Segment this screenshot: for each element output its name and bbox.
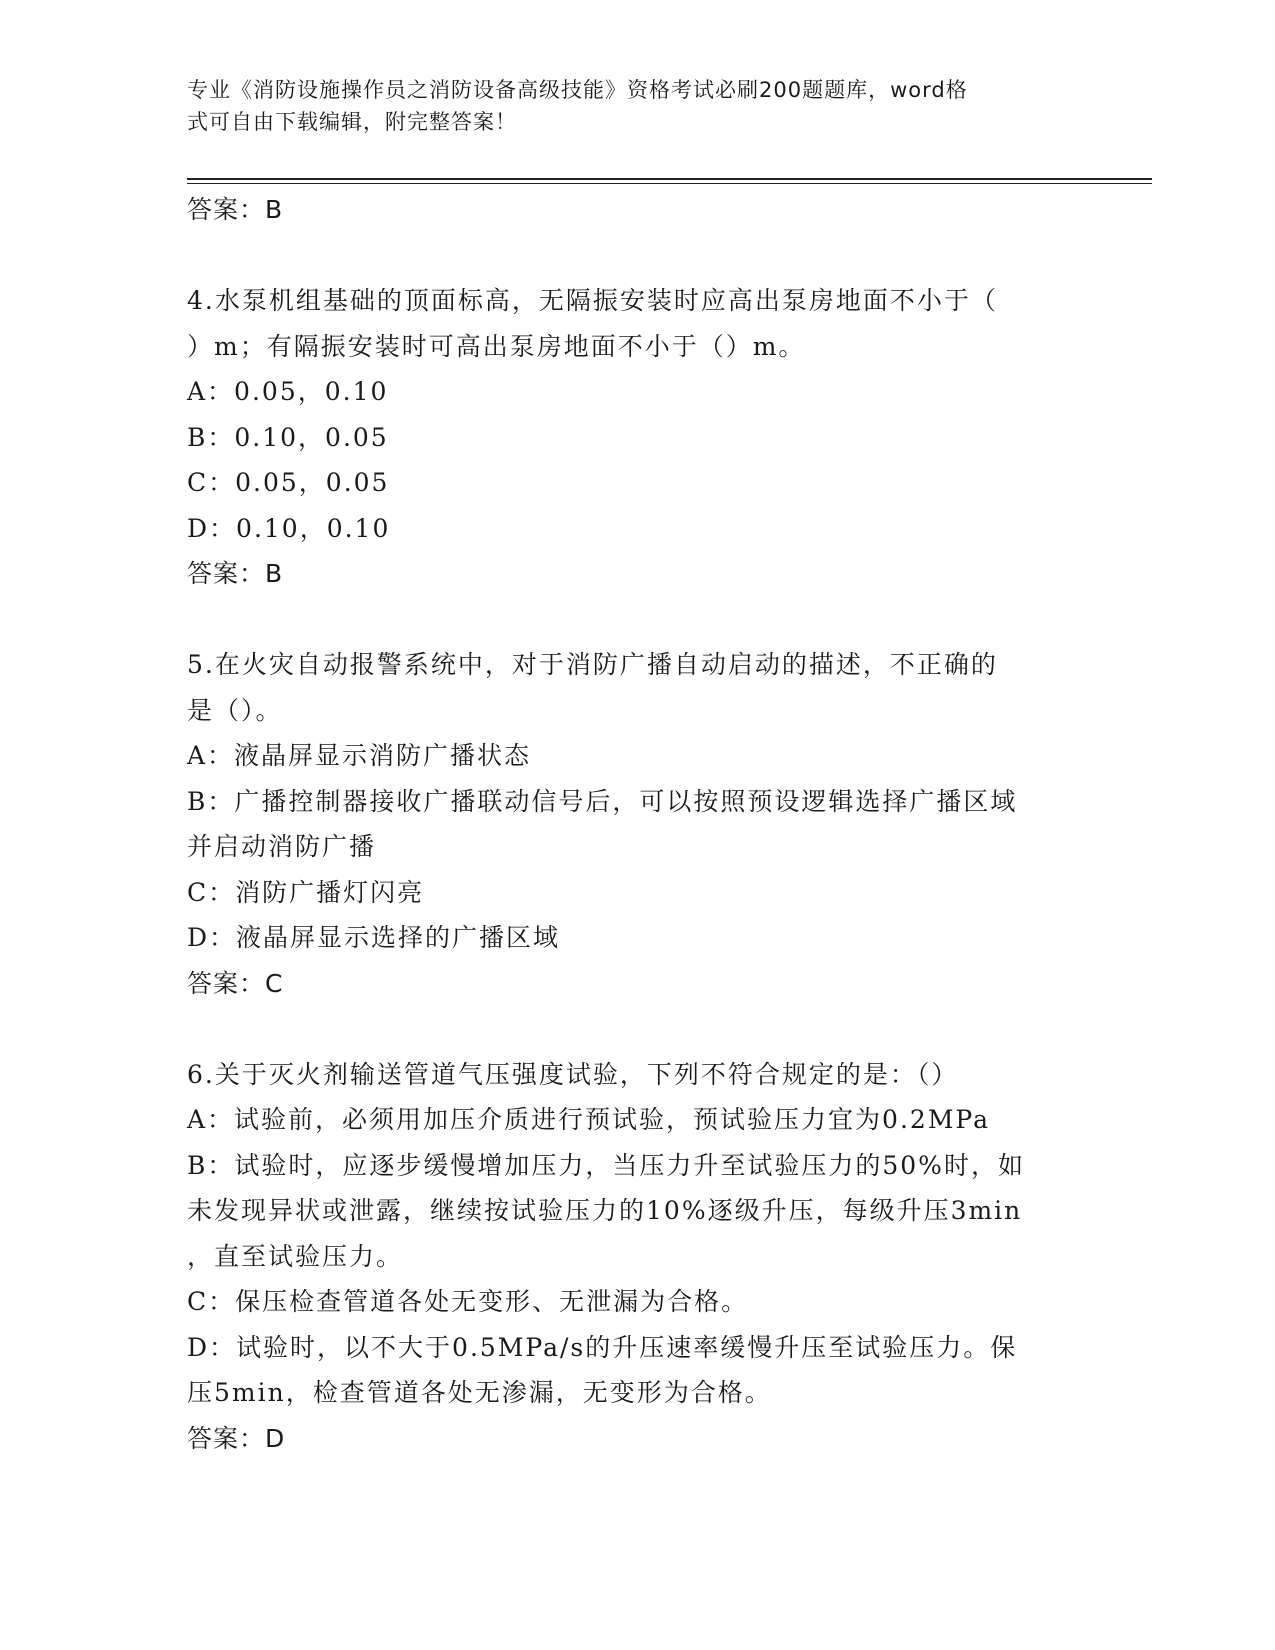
header-line: 专业《消防设施操作员之消防设备高级技能》资格考试必刷200题题库，word格 <box>187 78 968 102</box>
option-a: A：液晶屏显示消防广播状态 <box>187 741 532 770</box>
header-line: 式可自由下载编辑，附完整答案！ <box>187 110 517 134</box>
option-c: C：0.05，0.05 <box>187 468 390 497</box>
option-b: B：试验时，应逐步缓慢增加压力，当压力升至试验压力的50%时，如 <box>187 1150 1025 1180</box>
question-4 <box>187 278 1087 597</box>
option-d: D：试验时，以不大于0.5MPa/s的升压速率缓慢升压至试验压力。保 <box>187 1332 1018 1362</box>
header-divider-thin <box>187 183 1152 184</box>
answer: 答案：C <box>187 968 284 998</box>
spacer <box>187 1006 1087 1052</box>
document-header <box>187 74 1067 138</box>
option-d: D：液晶屏显示选择的广播区域 <box>187 923 561 952</box>
option-b: B：0.10，0.05 <box>187 422 389 452</box>
document-body <box>187 187 1087 1461</box>
option-c: C：消防广播灯闪亮 <box>187 877 425 907</box>
question-stem: ）m；有隔振安装时可高出泵房地面不小于（）m。 <box>187 331 806 361</box>
question-stem: 4.水泵机组基础的顶面标高，无隔振安装时应高出泵房地面不小于（ <box>187 286 998 315</box>
question-stem: 6.关于灭火剂输送管道气压强度试验，下列不符合规定的是：（） <box>187 1059 959 1089</box>
option-b: B：广播控制器接收广播联动信号后，可以按照预设逻辑选择广播区域 <box>187 786 1018 816</box>
option-b-continued: 未发现异状或泄露，继续按试验压力的10%逐级升压，每级升压3min <box>187 1196 1023 1225</box>
option-c: C：保压检查管道各处无变形、无泄漏为合格。 <box>187 1287 749 1316</box>
option-d-continued: 压5min，检查管道各处无渗漏，无变形为合格。 <box>187 1378 772 1407</box>
answer: 答案：B <box>187 559 284 588</box>
option-a: A：试验前，必须用加压介质进行预试验，预试验压力宜为0.2MPa <box>187 1105 991 1134</box>
question-stem: 5.在火灾自动报警系统中，对于消防广播自动启动的描述，不正确的 <box>187 650 998 679</box>
answer: 答案：D <box>187 1423 286 1453</box>
header-divider <box>187 178 1152 180</box>
previous-answer: 答案：B <box>187 195 284 224</box>
spacer <box>187 597 1087 643</box>
option-a: A：0.05，0.10 <box>187 377 389 406</box>
question-5 <box>187 642 1087 1006</box>
option-b-continued: 并启动消防广播 <box>187 832 377 861</box>
spacer <box>187 233 1087 279</box>
option-d: D：0.10，0.10 <box>187 513 391 543</box>
question-6 <box>187 1052 1087 1462</box>
question-stem: 是（）。 <box>187 695 283 725</box>
option-b-continued: ，直至试验压力。 <box>187 1241 404 1271</box>
